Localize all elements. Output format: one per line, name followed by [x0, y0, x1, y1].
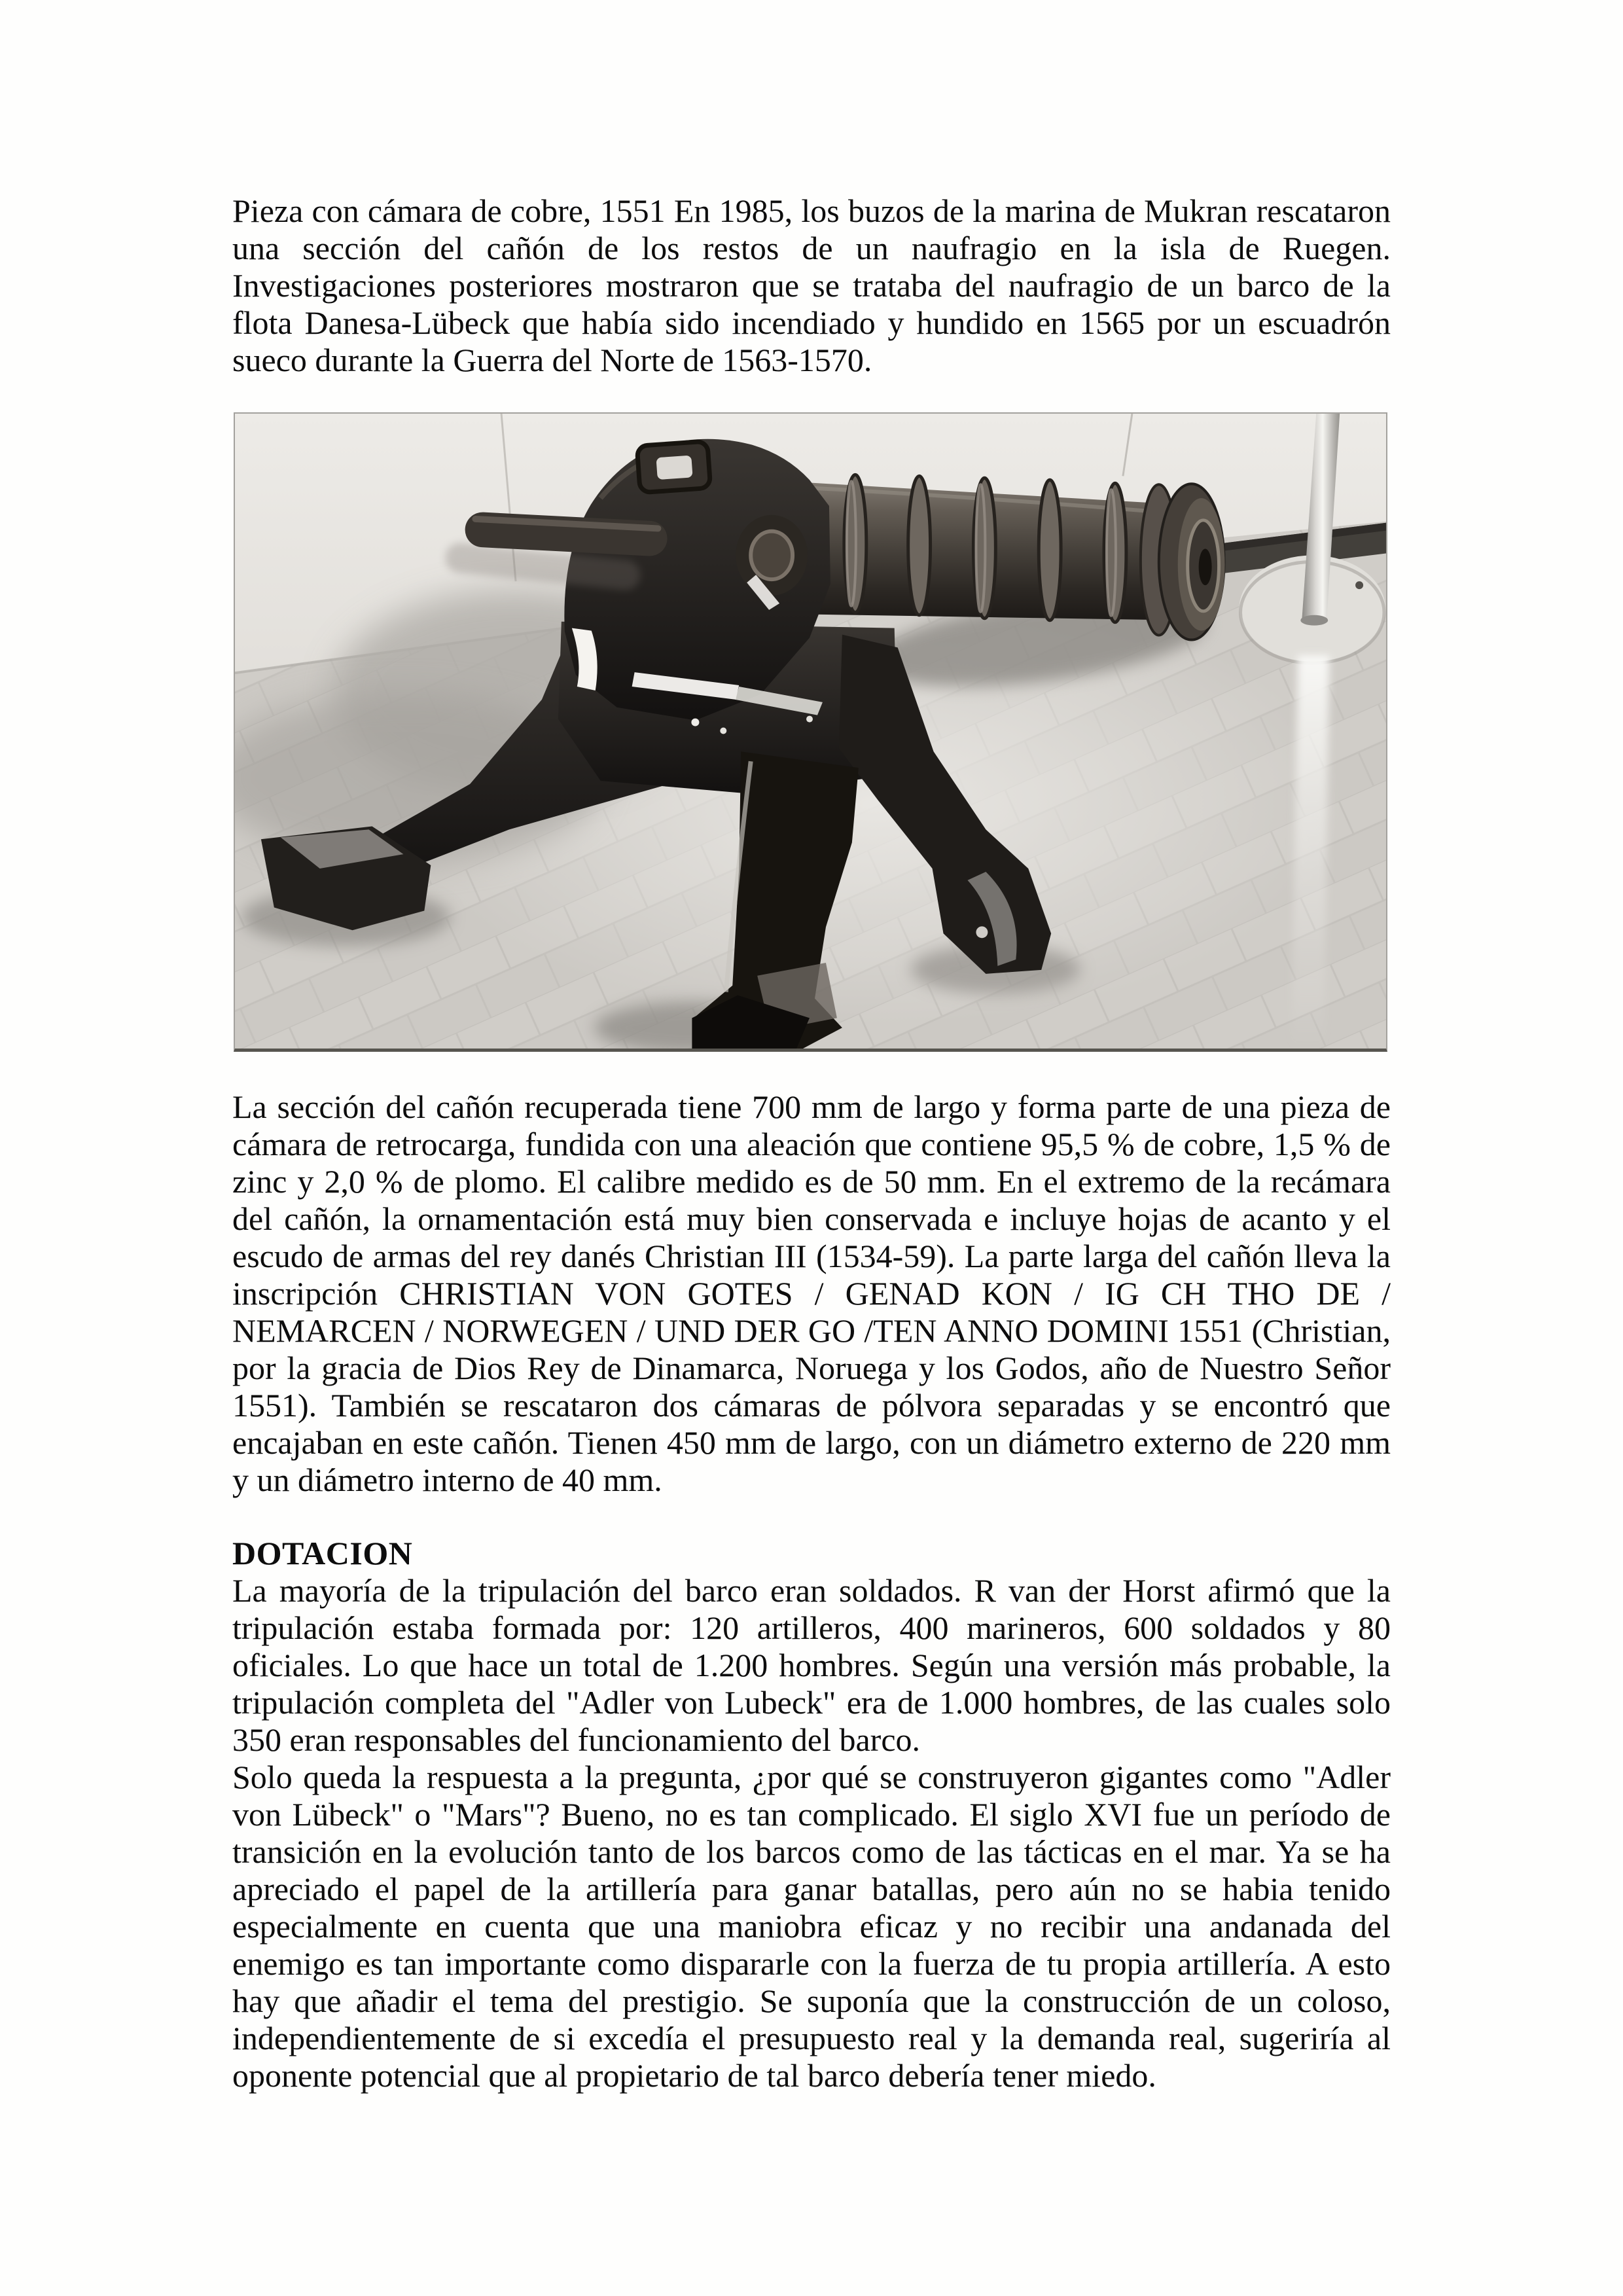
text-line: zinc y 2,0 % de plomo. El calibre medido es de 50 mm. En el extremo de la recámara — [232, 1163, 1391, 1200]
section-dotacion — [232, 1535, 1391, 2094]
text-line: especialmente en cuenta que una maniobra eficaz y no recibir una andanada del — [232, 1908, 1391, 1945]
text-line: del cañón, la ornamentación está muy bien conservada e incluye hojas de acanto y el — [232, 1200, 1391, 1237]
paragraph-intro — [232, 192, 1391, 379]
text-line: 1551). También se rescataron dos cámaras de pólvora separadas y se encontró que — [232, 1387, 1391, 1424]
text-line: enemigo es tan importante como dispararle con la fuerza de tu propia artillería. A esto — [232, 1945, 1391, 1982]
text-line: independientemente de si excedía el presupuesto real y la demanda real, sugeriría al — [232, 2020, 1391, 2056]
text-line: La sección del cañón recuperada tiene 700 mm de largo y forma parte de una pieza de — [232, 1088, 1391, 1125]
text-line: encajaban en este cañón. Tienen 450 mm de largo, con un diámetro externo de 220 mm — [232, 1424, 1391, 1461]
cannon-photo-figure — [234, 412, 1387, 1052]
muzzle — [1141, 484, 1225, 639]
text-line: sueco durante la Guerra del Norte de 1563-1570. — [232, 342, 872, 378]
lifting-handle — [637, 441, 711, 493]
paragraph-giants — [232, 1759, 1391, 2094]
text-line: por la gracia de Dios Rey de Dinamarca, Noruega y los Godos, año de Nuestro Señor — [232, 1350, 1391, 1386]
text-line: 350 eran responsables del funcionamiento del barco. — [232, 1721, 921, 1758]
text-line: tripulación estaba formada por: 120 artilleros, 400 marineros, 600 soldados y 80 — [232, 1609, 1391, 1646]
section-heading-dotacion: DOTACION — [232, 1535, 413, 1571]
text-line: von Lübeck" o "Mars"? Bueno, no es tan complicado. El siglo XVI fue un período de — [232, 1796, 1391, 1833]
text-line: Pieza con cámara de cobre, 1551 En 1985, los buzos de la marina de Mukran rescataron — [232, 192, 1391, 229]
text-line: apreciado el papel de la artillería para ganar batallas, pero aún no se habia tenido — [232, 1871, 1391, 1907]
text-line: oficiales. Lo que hace un total de 1.200 hombres. Según una versión más probable, la — [232, 1647, 1391, 1683]
text-line: Investigaciones posteriores mostraron que se trataba del naufragio de un barco de la — [232, 267, 1391, 304]
text-line: inscripción CHRISTIAN VON GOTES / GENAD KON / IG CH THO DE / — [232, 1275, 1391, 1312]
text-line: y un diámetro interno de 40 mm. — [232, 1462, 662, 1498]
cannon-photo — [235, 414, 1386, 1049]
text-line: hay que añadir el tema del prestigio. Se suponía que la construcción de un coloso, — [232, 1982, 1391, 2019]
text-line: NEMARCEN / NORWEGEN / UND DER GO /TEN ANNO DOMINI 1551 (Christian, — [232, 1312, 1391, 1349]
text-line: La mayoría de la tripulación del barco eran soldados. R van der Horst afirmó que la — [232, 1572, 1391, 1609]
text-line: flota Danesa-Lübeck que había sido incendiado y hundido en 1565 por un escuadrón — [232, 304, 1391, 341]
text-line: oponente potencial que al propietario de tal barco debería tener miedo. — [232, 2057, 1156, 2094]
text-line: escudo de armas del rey danés Christian III (1534-59). La parte larga del cañón lleva la — [232, 1238, 1391, 1274]
text-line: Solo queda la respuesta a la pregunta, ¿por qué se construyeron gigantes como "Adler — [232, 1759, 1391, 1795]
paragraph-cannon-section — [232, 1088, 1391, 1499]
text-line: una sección del cañón de los restos de un naufragio en la isla de Ruegen. — [232, 230, 1391, 266]
floor-reflection — [1291, 655, 1329, 1049]
text-line: transición en la evolución tanto de los barcos como de las tácticas en el mar. Ya se ha — [232, 1833, 1391, 1870]
paragraph-crew — [232, 1572, 1391, 1759]
text-line: tripulación completa del "Adler von Lubeck" era de 1.000 hombres, de las cuales solo — [232, 1684, 1391, 1721]
text-line: cámara de retrocarga, fundida con una aleación que contiene 95,5 % de cobre, 1,5 % de — [232, 1126, 1391, 1162]
